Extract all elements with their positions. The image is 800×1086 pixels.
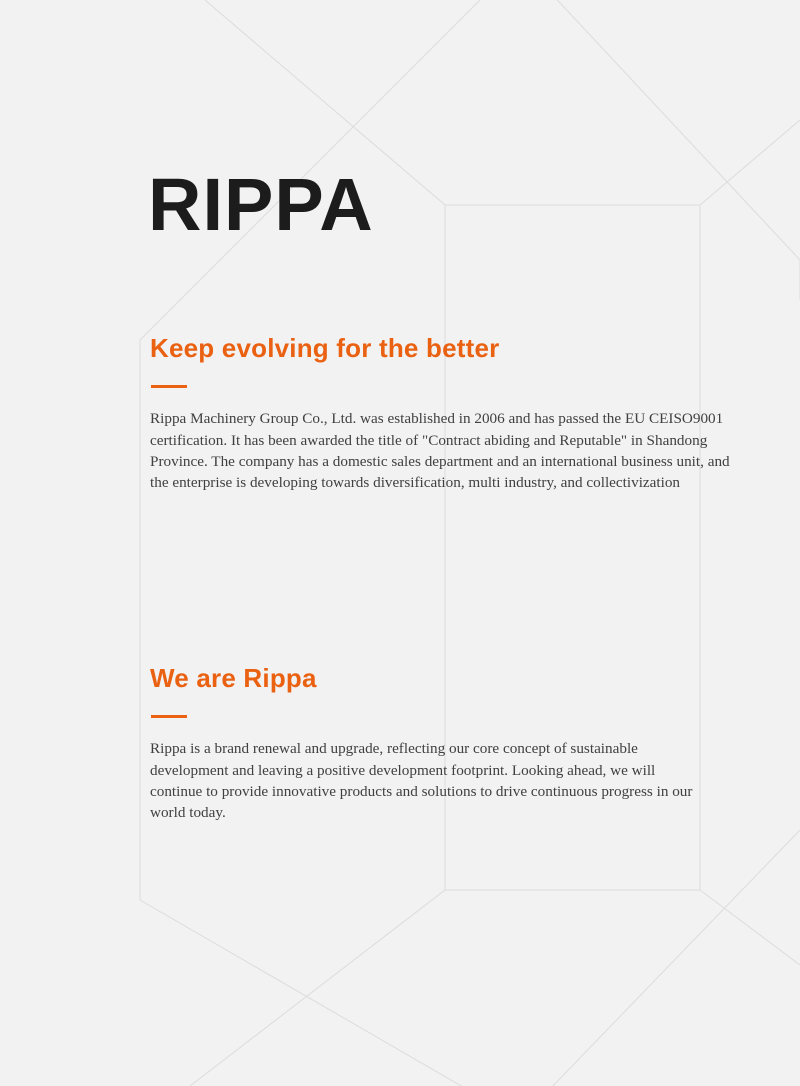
title-underline (151, 385, 187, 388)
section-keep-evolving (150, 333, 740, 494)
rippa-logo: RIPPA (148, 163, 374, 246)
section-body: Rippa is a brand renewal and upgrade, reflecting our core concept of sustainable development and leaving a positive development footprint. Looking ahead, we will continue to provide innovative products and solutions to drive continuous progress in our world today. (150, 740, 693, 822)
section-title: We are Rippa (150, 663, 317, 693)
section-we-are-rippa (150, 663, 740, 824)
section-body: Rippa Machinery Group Co., Ltd. was established in 2006 and has passed the EU CEISO9001 certification. It has been awarded the title of "Contract abiding and Reputable" in Shandong Province. The company has a domestic sales department and an international business unit, and the enterprise is developing towards diversification, multi industry, and collectivization (150, 410, 730, 492)
title-underline (151, 715, 187, 718)
section-title: Keep evolving for the better (150, 333, 500, 363)
